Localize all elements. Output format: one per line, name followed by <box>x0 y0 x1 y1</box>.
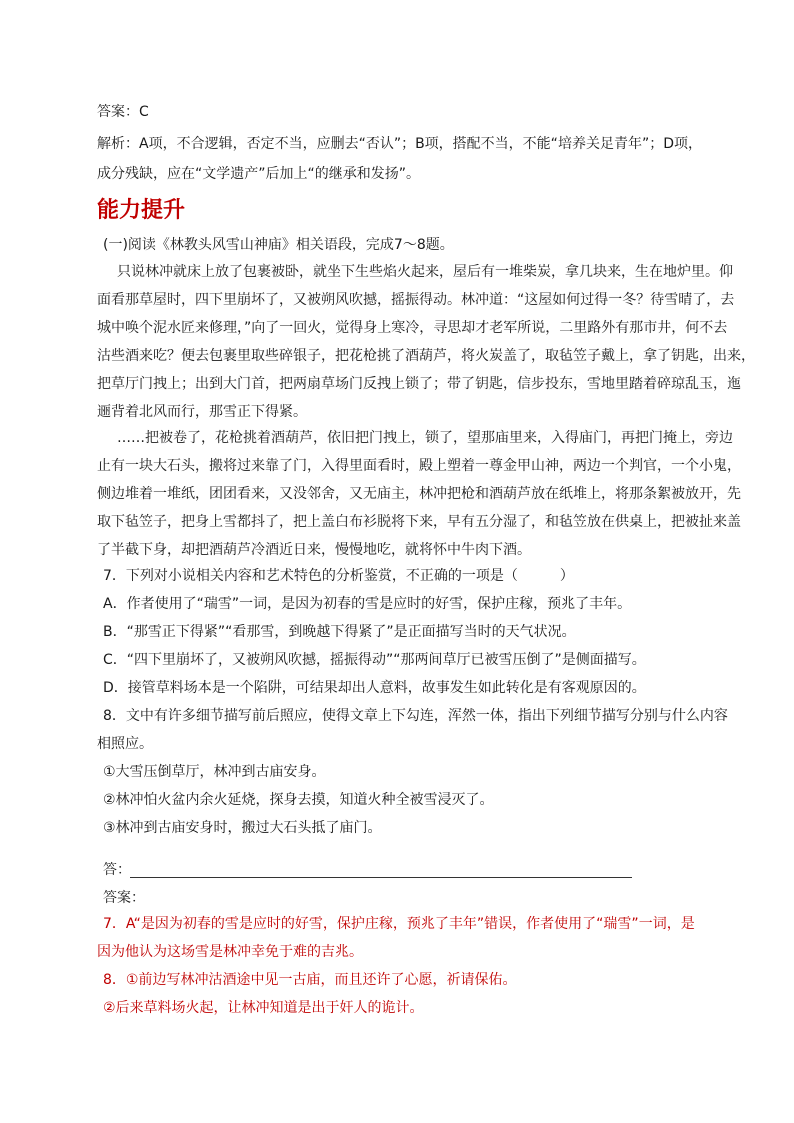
answer-7-line-1: 7．A“是因为初春的雪是应时的好雪，保护庄稼，预兆了丰年”错误，作者使用了“瑞雪”一词，是 <box>103 916 695 932</box>
answers-label: 答案： <box>103 890 145 906</box>
passage-intro: (一)阅读《林教头风雪山神庙》相关语段，完成7～8题。 <box>103 237 454 253</box>
top-explanation-line-1: 解析：A项，不合逻辑，否定不当，应删去“否认”；B项，搭配不当，不能“培养关足青年”；D项， <box>97 136 702 152</box>
passage-p2-line: 了半截下身，却把酒葫芦冷酒近日来，慢慢地吃，就将怀中牛肉下酒。 <box>97 542 531 558</box>
passage-p1-line: 沽些酒来吃？便去包裹里取些碎银子，把花枪挑了酒葫芦，将火炭盖了，取毡笠子戴上，拿了钥匙，出来， <box>97 348 755 364</box>
question-8-item-2: ②林冲怕火盆内余火延烧，探身去摸，知道火种全被雪浸灭了。 <box>103 792 494 808</box>
section-title: 能力提升 <box>97 198 186 223</box>
passage-p2-line: 取下毡笠子，把身上雪都抖了，把上盖白布衫脱将下来，早有五分湿了，和毡笠放在供桌上，把被扯来盖 <box>97 514 741 530</box>
passage-p1-line: 把草厅门拽上；出到大门首，把两扇草场门反拽上锁了；带了钥匙，信步投东，雪地里踏着碎琼乱玉，迤 <box>97 376 741 392</box>
answer-8-line-1: 8．①前边写林冲沽酒途中见一古庙，而且还许了心愿，祈请保佑。 <box>103 972 517 988</box>
passage-p1-line: 逦背着北风而行，那雪正下得紧。 <box>97 404 307 420</box>
question-8-item-3: ③林冲到古庙安身时，搬过大石头抵了庙门。 <box>103 820 382 836</box>
answer-field-label: 答： <box>103 862 131 878</box>
question-7-option-a: A．作者使用了“瑞雪”一词，是因为初春的雪是应时的好雪，保护庄稼，预兆了丰年。 <box>103 596 632 612</box>
question-7-option-c: C．“四下里崩坏了，又被朔风吹撼，摇振得动”“那两间草厅已被雪压倒了”是侧面描写。 <box>103 652 646 668</box>
question-8-stem-line-2: 相照应。 <box>97 736 153 752</box>
answer-8-line-2: ②后来草料场火起，让林冲知道是出于奸人的诡计。 <box>103 1000 424 1016</box>
top-answer-label: 答案：C <box>97 104 149 120</box>
answer-7-line-2: 因为他认为这场雪是林冲幸免于难的吉兆。 <box>97 944 363 960</box>
top-explanation-line-2: 成分残缺，应在“文学遗产”后加上“的继承和发扬”。 <box>97 166 421 182</box>
passage-p1-line: 面看那草屋时，四下里崩坏了，又被朔风吹撼，摇振得动。林冲道：“这屋如何过得一冬？待雪晴了，去 <box>97 292 735 308</box>
question-8-stem-line-1: 8．文中有许多细节描写前后照应，使得文章上下勾连，浑然一体，指出下列细节描写分别与什么内容 <box>103 708 728 724</box>
passage-p2-line: 侧边堆着一堆纸，团团看来，又没邻舍，又无庙主，林冲把枪和酒葫芦放在纸堆上，将那条絮被放开，先 <box>97 486 741 502</box>
passage-p2-line: 止有一块大石头，搬将过来靠了门，入得里面看时，殿上塑着一尊金甲山神，两边一个判官，一个小鬼， <box>97 458 741 474</box>
passage-p1-line: 只说林冲就床上放了包裹被卧，就坐下生些焰火起来，屋后有一堆柴炭，拿几块来，生在地炉里。仰 <box>117 264 733 280</box>
passage-p1-line: 城中唤个泥水匠来修理，”向了一回火，觉得身上寒冷，寻思却才老军所说，二里路外有那市井，何不去 <box>97 320 728 336</box>
answer-blank-line <box>130 877 632 878</box>
question-7-option-d: D．接管草料场本是一个陷阱，可结果却出人意料，故事发生如此转化是有客观原因的。 <box>103 680 646 696</box>
passage-p2-line: ……把被卷了，花枪挑着酒葫芦，依旧把门拽上，锁了，望那庙里来，入得庙门，再把门掩上，旁边 <box>117 430 733 446</box>
question-7-option-b: B．“那雪正下得紧”“看那雪，到晚越下得紧了”是正面描写当时的天气状况。 <box>103 624 576 640</box>
question-7-stem: 7．下列对小说相关内容和艺术特色的分析鉴赏，不正确的一项是（ ） <box>103 568 574 584</box>
question-8-item-1: ①大雪压倒草厅，林冲到古庙安身。 <box>103 764 326 780</box>
